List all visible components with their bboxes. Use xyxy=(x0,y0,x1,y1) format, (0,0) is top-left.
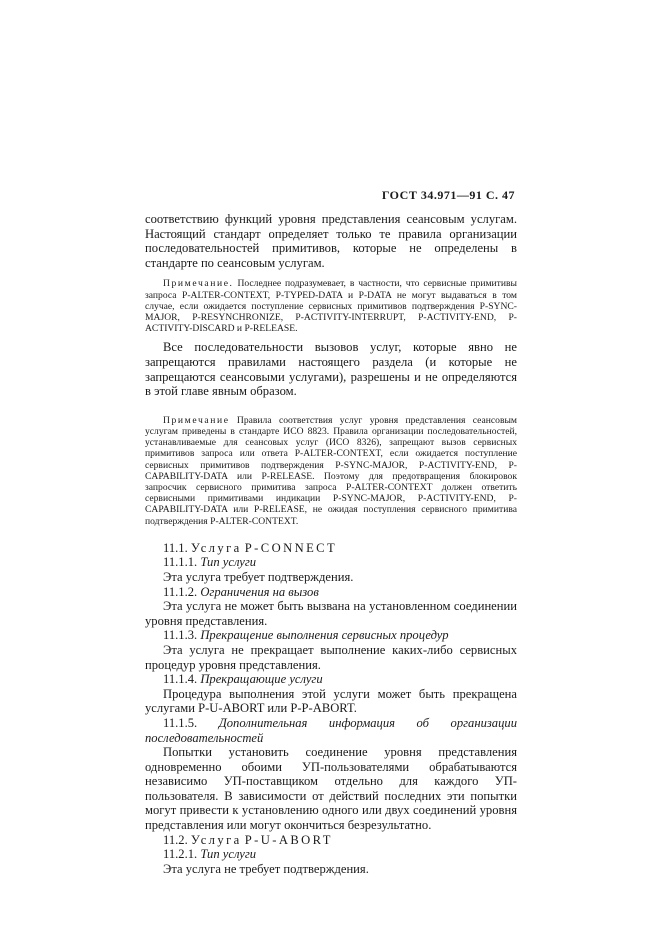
section-11-2-1-body: Эта услуга не требует подтверждения. xyxy=(163,861,369,876)
section-11-1-2-heading: 11.1.2. Ограничения на вызов xyxy=(163,584,319,599)
section-11-1-3-heading: 11.1.3. Прекращение выполнения сервисных процедур xyxy=(163,628,449,643)
document-body xyxy=(145,212,517,876)
note-1-text: Последнее подразумевает, в частности, что сервисные примитивы запроса P-ALTER-CONTEXT, P-TYPED-DATA и P-DATA не могут выдаваться в том случае, если ожидается поступление сервисных примитивов подтверждения P-SYNC-MAJOR, P-RESYNCHRONIZE, P-ACTIVITY-INTERRUPT, P-ACTIVITY-END, P-ACTIVITY-DISCARD и P-RELEASE. xyxy=(145,278,517,335)
page-header: ГОСТ 34.971—91 С. 47 xyxy=(381,188,515,202)
paragraph-intro: соответствию функций уровня представления сеансовым услугам. Настоящий стандарт определяет только те правила организации последовательностей примитивов, которые не определены в стандарте по сеансовым услугам. xyxy=(145,212,517,270)
section-11-1-1-heading: 11.1.1. Тип услуги xyxy=(163,555,257,570)
paragraph-sequences: Все последовательности вызовов услуг, которые явно не запрещаются правилами настоящего раздела (и которые не запрещаются сеансовыми услугами), разрешены и не определяются в этой главе явным образом. xyxy=(145,340,517,399)
note-2 xyxy=(145,415,517,527)
section-11-1-heading: 11.1. Услуга P-CONNECT xyxy=(163,540,338,555)
section-11-1-1-body: Эта услуга требует подтверждения. xyxy=(163,569,354,584)
section-11-2-1-heading: 11.2.1. Тип услуги xyxy=(163,847,257,862)
section-11-1-4-body: Процедура выполнения этой услуги может быть прекращена услугами P-U-ABORT или P-P-ABORT. xyxy=(145,686,517,716)
note-2-label: Примечание xyxy=(163,414,230,426)
section-11-2-heading: 11.2. Услуга P-U-ABORT xyxy=(163,832,333,847)
section-11-1-5-body: Попытки установить соединение уровня представления одновременно обоими УП-пользователями обрабатываются независимо УП-поставщиком отдельно для каждого УП-пользователя. В зависимости от действий последних эти попытки могут привести к установлению одного или двух соединений уровня представления или могут окончиться безрезультатно. xyxy=(145,745,517,833)
section-11-1-4-heading: 11.1.4. Прекращающие услуги xyxy=(163,672,323,687)
section-11-1-2-body: Эта услуга не может быть вызвана на установленном соединении уровня представления. xyxy=(145,599,517,628)
section-11-1-5-heading: 11.1.5. Дополнительная информация об организации последовательностей xyxy=(145,715,517,745)
note-1-label: Примечание. xyxy=(163,278,234,290)
note-2-text: Правила соответствия услуг уровня представления сеансовым услугам приведены в стандарте ИСО 8823. Правила организации последовательностей, устанавливаемые для сеансовых услуг (ИСО 8326), запрещают вызов сервисных примитивов запроса или ответа P-ALTER-CONTEXT, если ожидается поступление сервисных примитивов подтверждения P-SYNC-MAJOR, P-ACTIVITY-END, P-CAPABILITY-DATA или P-RELEASE. Поэтому для предотвращения блокировок запросчик сервисного примитива запроса P-ALTER-CONTEXT должен ответить сервисными примитивами индикации P-SYNC-MAJOR, P-ACTIVITY-END, P-CAPABILITY-DATA или P-RELEASE, не ожидая поступления сервисного примитива подтверждения P-ALTER-CONTEXT. xyxy=(145,414,517,527)
note-1 xyxy=(145,278,517,334)
section-11-1-3-body: Эта услуга не прекращает выполнение каких-либо сервисных процедур уровня представления. xyxy=(145,642,517,672)
